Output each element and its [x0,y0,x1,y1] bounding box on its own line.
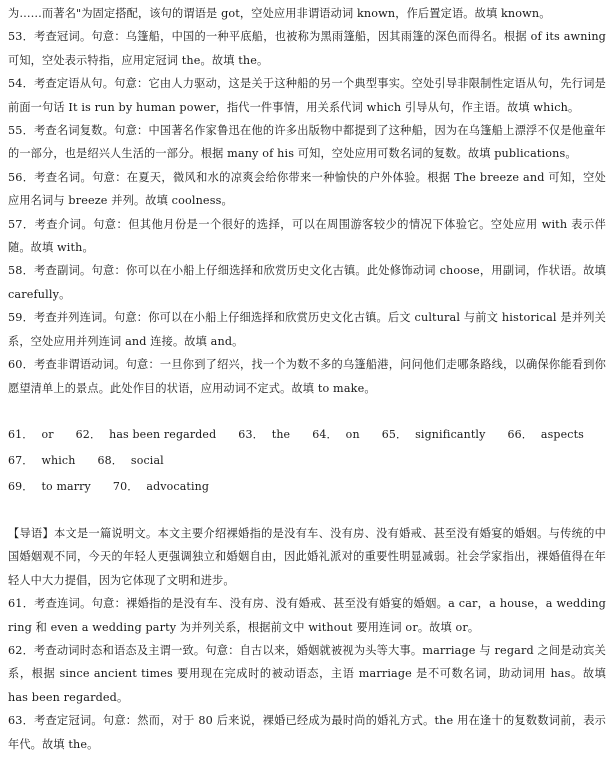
answer-item: 61． or [8,427,54,441]
answer-key [8,422,606,500]
answer-item: 64． on [312,427,360,441]
explanation-paragraph: 56．考查名词。句意：在夏天，微风和水的凉爽会给你带来一种愉快的户外体验。根据 The breeze and 可知，空处应用名词与 breeze 并列。故填 coolness。 [8,170,606,208]
explanation-paragraph: 为……而著名"为固定搭配，该句的谓语是 got，空处应用非谓语动词 known，作后置定语。故填 known。 [8,7,551,20]
explanation-paragraph: 60．考查非谓语动词。句意：一旦你到了绍兴，找一个为数不多的乌篷船港，问问他们走哪条路线，以确保你能看到你愿望清单上的景点。此处作目的状语，应用动词不定式。故填 to make。 [8,358,606,395]
section-gap [8,400,606,422]
answer-item: 65． significantly [381,427,486,441]
section-gap [8,500,606,522]
explanation-paragraph: 63．考查定冠词。句意：然而，对于 80 后来说，裸婚已经成为最时尚的婚礼方式。the 用在逢十的复数数词前，表示年代。故填 the。 [8,714,606,751]
explanation-paragraph: 58．考查副词。句意：你可以在小船上仔细选择和欣赏历史文化古镇。此处修饰动词 choose，用副词，作状语。故填 carefully。 [8,264,606,301]
explanation-paragraph: 53．考查冠词。句意：乌篷船，中国的一种平底船，也被称为黑雨篷船，因其雨篷的深色而得名。根据 of its awning 可知，空处表示特指，应用定冠词 the。故填 the。 [8,30,606,67]
answer-item: 66． aspects [507,427,584,441]
guide-paragraph: 【导语】本文是一篇说明文。本文主要介绍裸婚指的是没有车、没有房、没有婚戒、甚至没有婚宴的婚姻。与传统的中国婚姻观不同，今天的年轻人更强调独立和婚姻自由，因此婚礼派对的重要性明显减弱。社会学家指出，裸婚值得在年轻人中大力提倡，因为它体现了文明和进步。 [8,526,606,587]
answer-item: 62． has been regarded [75,427,217,441]
explanation-paragraph: 62．考查动词时态和语态及主谓一致。句意：自古以来，婚姻就被视为头等大事。marriage 与 regard 之间是动宾关系，根据 since ancient times 要用现在完成时的被动语态，主语 marriage 是不可数名词，助动词用 has。故填 has been regarded。 [8,643,606,704]
explanation-paragraph: 61．考查连词。句意：裸婚指的是没有车、没有房、没有婚戒、甚至没有婚宴的婚姻。a car，a house，a wedding ring 和 even a wedding party 为并列关系，根据前文中 without 要用连词 or。故填 or。 [8,597,606,634]
answer-item: 63． the [238,427,291,441]
explanation-paragraph: 59．考查并列连词。句意：你可以在小船上仔细选择和欣赏历史文化古镇。后文 cultural 与前文 historical 是并列关系，空处应用并列连词 and 连接。故填 and。 [8,311,606,348]
explanation-paragraph: 54．考查定语从句。句意：它由人力驱动，这是关于这种船的另一个典型事实。空处引导非限制性定语从句，先行词是前面一句话 It is run by human power，指代一件事情，用关系代词 which 引导从句，作主语。故填 which。 [8,77,606,114]
answer-item: 70． advocating [112,479,210,493]
answer-item: 67． which [8,453,76,467]
explanation-paragraph: 57．考查介词。句意：但其他月份是一个很好的选择，可以在周围游客较少的情况下体验它。空处应用 with 表示伴随。故填 with。 [8,217,606,255]
explanation-paragraph: 55．考查名词复数。句意：中国著名作家鲁迅在他的许多出版物中都提到了这种船，因为在乌篷船上漂浮不仅是他童年的一部分，也是绍兴人生活的一部分。根据 many of his 可知，空处应用可数名词的复数。故填 publications。 [8,124,606,161]
answer-item: 69． to marry [8,479,91,493]
answer-item: 68． social [97,453,164,467]
